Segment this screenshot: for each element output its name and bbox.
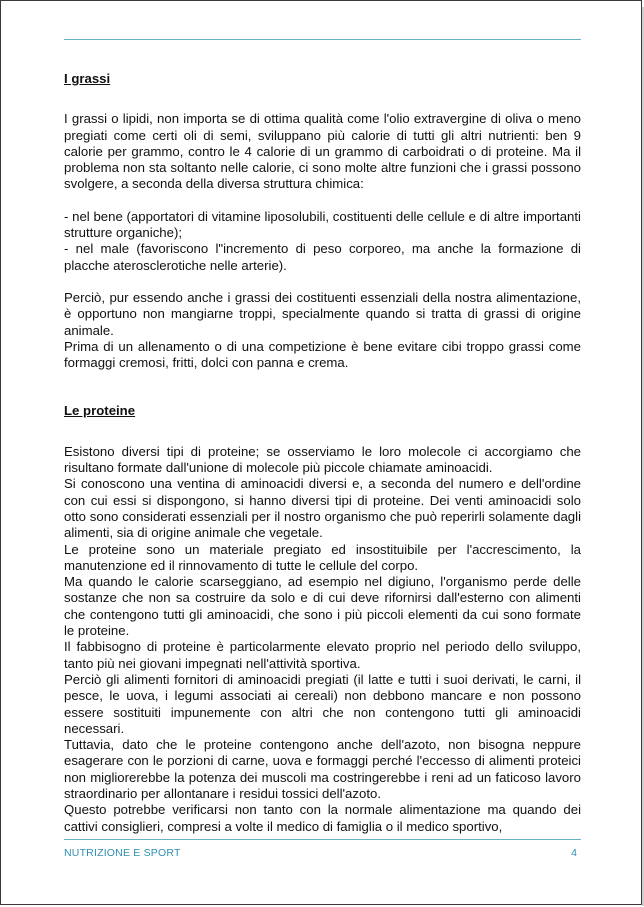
paragraph: Il fabbisogno di proteine è particolarmente elevato proprio nel periodo dello sviluppo, tanto più nei giovani impegnati nell'attività sportiva.	[64, 639, 581, 671]
footer-title: NUTRIZIONE E SPORT	[64, 847, 181, 859]
paragraph: Le proteine sono un materiale pregiato ed insostituibile per l'accrescimento, la manutenzione ed il rinnovamento di tutte le cellule del corpo.	[64, 541, 581, 573]
paragraph: - nel male (favoriscono l"incremento di peso corporeo, ma anche la formazione di placche aterosclerotiche nelle arterie).	[64, 241, 581, 273]
paragraph: Questo potrebbe verificarsi non tanto con la normale alimentazione ma quando dei cattivi consiglieri, compresi a volte il medico di famiglia o il medico sportivo,	[64, 802, 581, 834]
paragraph: Esistono diversi tipi di proteine; se osserviamo le loro molecole ci accorgiamo che risultano formate dall'unione di molecole più piccole chiamate aminoacidi.	[64, 443, 581, 476]
paragraph: Ma quando le calorie scarseggiano, ad esempio nel digiuno, l'organismo perde delle sostanze che non sa costruire da solo e di cui deve rifornirsi dall'esterno con alimenti che contengono tutti gli aminoacidi, che sono i più piccoli elementi da cui sono formate le proteine.	[64, 574, 581, 639]
section-title-grassi: I grassi	[64, 71, 111, 86]
paragraph: Tuttavia, dato che le proteine contengono anche dell'azoto, non bisogna neppure esagerare con le porzioni di carne, uova e formaggi perché l'eccesso di alimenti proteici non migliorerebbe la potenza dei muscoli ma costringerebbe i reni ad un faticoso lavoro straordinario per allontanare i residui tossici dell'azoto.	[64, 737, 581, 801]
paragraph: Prima di un allenamento o di una competizione è bene evitare cibi troppo grassi come formaggi cremosi, fritti, dolci con panna e crema.	[64, 338, 581, 371]
header-rule	[64, 39, 581, 40]
paragraph: I grassi o lipidi, non importa se di ottima qualità come l'olio extravergine di oliva o meno pregiati come certi oli di semi, sviluppano più calorie di tutti gli altri nutrienti: ben 9 calorie per grammo, contro le 4 calorie di un grammo di carboidrati o di proteine. Ma il problema non sta soltanto nelle calorie, ci sono molte altre funzioni che i grassi possono svolgere, a seconda della diversa struttura chimica:	[64, 111, 581, 192]
footer-rule	[64, 839, 581, 840]
paragraph: Perciò gli alimenti fornitori di aminoacidi pregiati (il latte e tutti i suoi derivati, le carni, il pesce, le uova, i legumi associati ai cereali) non debbono mancare e non possono essere sostituiti impunemente con altri che non contengono tutti gli aminoacidi necessari.	[64, 671, 581, 736]
paragraph: - nel bene (apportatori di vitamine liposolubili, costituenti delle cellule e di altre importanti strutture organiche);	[64, 208, 581, 241]
page-number: 4	[571, 847, 577, 859]
page-body	[64, 71, 581, 835]
section-title-proteine: Le proteine	[64, 403, 136, 419]
paragraph: Perciò, pur essendo anche i grassi dei costituenti essenziali della nostra alimentazione, è opportuno non mangiarne troppi, specialmente quando si tratta di grassi di origine animale.	[64, 289, 581, 338]
paragraph: Si conoscono una ventina di aminoacidi diversi e, a seconda del numero e dell'ordine con cui essi si dispongono, si hanno diversi tipi di proteine. Dei venti aminoacidi solo otto sono considerati essenziali per il nostro organismo che può reperirli solamente dagli alimenti, sia di origine animale che vegetale.	[64, 476, 581, 541]
